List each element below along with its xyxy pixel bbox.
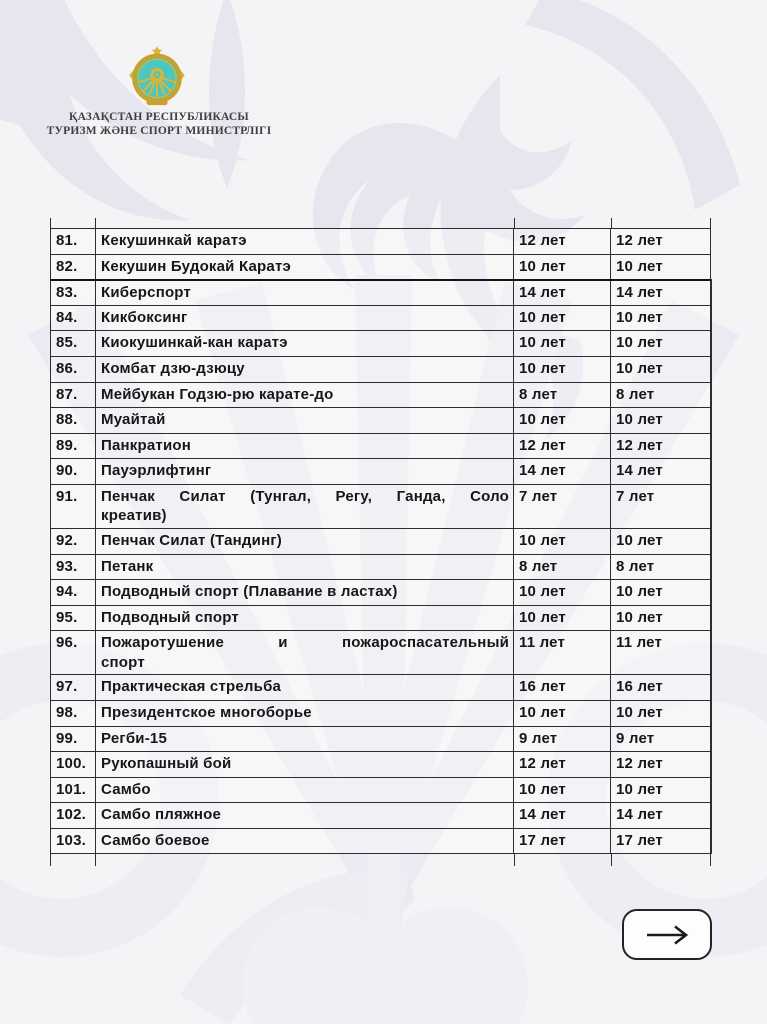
column-line-extension (611, 854, 612, 866)
row-number: 92. (51, 528, 96, 554)
column-line-extension (514, 854, 515, 866)
min-age-first: 10 лет (514, 777, 611, 803)
min-age-first: 14 лет (514, 803, 611, 829)
sport-name: Киокушинкай-кан каратэ (96, 331, 514, 357)
sport-name: Пенчак Силат (Тунгал, Регу, Ганда, Соло креатив) (96, 484, 514, 528)
min-age-first: 8 лет (514, 382, 611, 408)
sport-name: Кекушин Будокай Каратэ (96, 254, 514, 280)
min-age-second: 10 лет (611, 408, 711, 434)
min-age-second: 17 лет (611, 828, 711, 854)
min-age-first: 14 лет (514, 280, 611, 306)
row-number: 96. (51, 631, 96, 675)
sport-name: Комбат дзю-дзюцу (96, 356, 514, 382)
min-age-second: 10 лет (611, 580, 711, 606)
min-age-first: 7 лет (514, 484, 611, 528)
sport-name: Подводный спорт (96, 605, 514, 631)
min-age-first: 10 лет (514, 528, 611, 554)
min-age-first: 12 лет (514, 433, 611, 459)
min-age-first: 9 лет (514, 726, 611, 752)
column-line-extension (95, 218, 96, 228)
table-row (51, 484, 711, 528)
min-age-second: 10 лет (611, 305, 711, 331)
sport-name: Самбо пляжное (96, 803, 514, 829)
min-age-second: 10 лет (611, 700, 711, 726)
table-row (51, 382, 711, 408)
row-number: 94. (51, 580, 96, 606)
row-number: 83. (51, 280, 96, 306)
table-row (51, 726, 711, 752)
min-age-first: 11 лет (514, 631, 611, 675)
min-age-second: 16 лет (611, 675, 711, 701)
sport-name: Самбо (96, 777, 514, 803)
column-line-extension (611, 218, 612, 228)
table-row (51, 528, 711, 554)
row-number: 91. (51, 484, 96, 528)
min-age-second: 10 лет (611, 254, 711, 280)
arrow-right-icon (641, 923, 693, 947)
table-row (51, 828, 711, 854)
column-line-extension (514, 218, 515, 228)
min-age-second: 12 лет (611, 229, 711, 255)
min-age-first: 10 лет (514, 254, 611, 280)
sport-name: Пауэрлифтинг (96, 459, 514, 485)
next-page-button[interactable] (622, 909, 712, 960)
min-age-first: 10 лет (514, 580, 611, 606)
table-row (51, 280, 711, 306)
sport-name: Петанк (96, 554, 514, 580)
column-line-extension (95, 854, 96, 866)
min-age-second: 10 лет (611, 777, 711, 803)
table-row (51, 605, 711, 631)
table-row (51, 580, 711, 606)
table-row (51, 700, 711, 726)
sport-name: Панкратион (96, 433, 514, 459)
min-age-first: 16 лет (514, 675, 611, 701)
row-number: 82. (51, 254, 96, 280)
sport-name: Пенчак Силат (Тандинг) (96, 528, 514, 554)
column-line-extension (710, 218, 711, 228)
table-row (51, 254, 711, 280)
column-line-extension (710, 854, 711, 866)
min-age-first: 12 лет (514, 229, 611, 255)
row-number: 100. (51, 752, 96, 778)
min-age-second: 14 лет (611, 803, 711, 829)
sports-table-body (51, 229, 711, 854)
min-age-second: 12 лет (611, 752, 711, 778)
table-row (51, 752, 711, 778)
row-number: 89. (51, 433, 96, 459)
min-age-second: 14 лет (611, 280, 711, 306)
min-age-first: 17 лет (514, 828, 611, 854)
row-number: 86. (51, 356, 96, 382)
min-age-first: 12 лет (514, 752, 611, 778)
table-row (51, 331, 711, 357)
sports-age-table (50, 228, 712, 854)
sport-name: Президентское многоборье (96, 700, 514, 726)
sport-name: Рукопашный бой (96, 752, 514, 778)
table-row (51, 803, 711, 829)
ministry-name-line1: ҚАЗАҚСТАН РЕСПУБЛИКАСЫ (69, 111, 249, 123)
table-row (51, 777, 711, 803)
table-row (51, 408, 711, 434)
min-age-first: 10 лет (514, 305, 611, 331)
sport-name: Практическая стрельба (96, 675, 514, 701)
sport-name: Пожаротушение и пожароспасательный спорт (96, 631, 514, 675)
min-age-second: 10 лет (611, 331, 711, 357)
sport-name: Самбо боевое (96, 828, 514, 854)
row-number: 87. (51, 382, 96, 408)
sport-name: Подводный спорт (Плавание в ластах) (96, 580, 514, 606)
sport-name: Киберспорт (96, 280, 514, 306)
row-number: 93. (51, 554, 96, 580)
min-age-first: 10 лет (514, 605, 611, 631)
row-number: 103. (51, 828, 96, 854)
min-age-second: 10 лет (611, 356, 711, 382)
table-row (51, 305, 711, 331)
min-age-second: 11 лет (611, 631, 711, 675)
min-age-second: 9 лет (611, 726, 711, 752)
sports-table-wrap (50, 228, 711, 854)
min-age-first: 10 лет (514, 408, 611, 434)
table-row (51, 675, 711, 701)
table-row (51, 229, 711, 255)
row-number: 90. (51, 459, 96, 485)
ministry-name (28, 110, 290, 138)
sport-name: Муайтай (96, 408, 514, 434)
ministry-name-line2: ТУРИЗМ ЖӘНЕ СПОРТ МИНИСТРЛІГІ (46, 125, 272, 137)
row-number: 101. (51, 777, 96, 803)
row-number: 98. (51, 700, 96, 726)
min-age-first: 8 лет (514, 554, 611, 580)
table-row (51, 631, 711, 675)
row-number: 84. (51, 305, 96, 331)
min-age-first: 10 лет (514, 356, 611, 382)
row-number: 88. (51, 408, 96, 434)
sport-name: Регби-15 (96, 726, 514, 752)
row-number: 102. (51, 803, 96, 829)
row-number: 85. (51, 331, 96, 357)
row-number: 97. (51, 675, 96, 701)
sport-name: Кикбоксинг (96, 305, 514, 331)
kazakhstan-state-emblem (126, 45, 188, 108)
min-age-second: 12 лет (611, 433, 711, 459)
sport-name: Кекушинкай каратэ (96, 229, 514, 255)
min-age-second: 10 лет (611, 528, 711, 554)
column-line-extension (50, 854, 51, 866)
min-age-second: 10 лет (611, 605, 711, 631)
table-row (51, 554, 711, 580)
min-age-second: 8 лет (611, 382, 711, 408)
min-age-second: 14 лет (611, 459, 711, 485)
min-age-first: 14 лет (514, 459, 611, 485)
min-age-second: 8 лет (611, 554, 711, 580)
sport-name: Мейбукан Годзю-рю карате-до (96, 382, 514, 408)
min-age-first: 10 лет (514, 331, 611, 357)
table-row (51, 459, 711, 485)
column-line-extension (50, 218, 51, 228)
row-number: 81. (51, 229, 96, 255)
min-age-second: 7 лет (611, 484, 711, 528)
row-number: 99. (51, 726, 96, 752)
row-number: 95. (51, 605, 96, 631)
table-row (51, 433, 711, 459)
table-row (51, 356, 711, 382)
min-age-first: 10 лет (514, 700, 611, 726)
